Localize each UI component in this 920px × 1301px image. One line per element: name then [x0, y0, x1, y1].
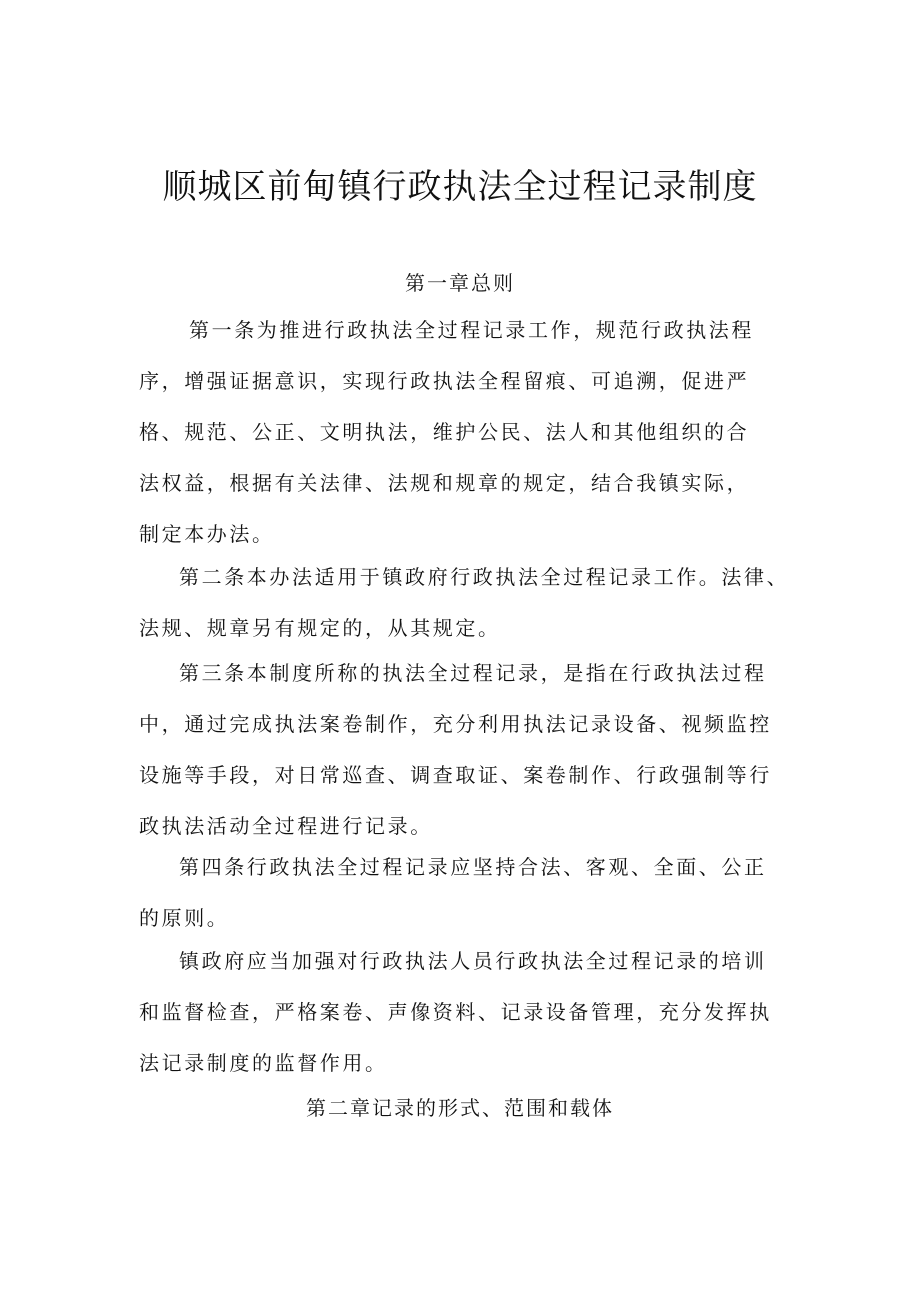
text-line: 镇政府应当加强对行政执法人员行政执法全过程记录的培训: [179, 949, 767, 973]
article-4-continued-paragraph: [139, 936, 799, 1089]
text-line: 制定本办法。: [139, 522, 275, 546]
text-line: 序，增强证据意识，实现行政执法全程留痕、可追溯，促进严: [139, 369, 750, 393]
article-4-paragraph: [139, 842, 799, 944]
text-line: 格、规范、公正、文明执法，维护公民、法人和其他组织的合: [139, 420, 750, 444]
text-line: 第三条本制度所称的执法全过程记录，是指在行政执法过程: [179, 661, 767, 685]
text-line: 设施等手段，对日常巡查、调查取证、案卷制作、行政强制等行: [139, 763, 772, 787]
article-1-paragraph: [139, 305, 799, 560]
document-title: 顺城区前甸镇行政执法全过程记录制度: [162, 167, 758, 207]
text-line: 中，通过完成执法案卷制作，充分利用执法记录设备、视频监控: [139, 712, 772, 736]
text-line: 和监督检查，严格案卷、声像资料、记录设备管理，充分发挥执: [139, 1000, 772, 1024]
text-line: 第四条行政执法全过程记录应坚持合法、客观、全面、公正: [179, 855, 767, 879]
text-line: 法记录制度的监督作用。: [139, 1051, 388, 1075]
chapter-heading-2: 第二章记录的形式、范围和载体: [306, 1096, 614, 1120]
article-3-paragraph: [139, 648, 799, 852]
text-line: 第二条本办法适用于镇政府行政执法全过程记录工作。法律、: [179, 565, 790, 589]
text-line: 法规、规章另有规定的，从其规定。: [139, 616, 501, 640]
article-2-paragraph: [139, 552, 799, 654]
text-line: 政执法活动全过程进行记录。: [139, 814, 433, 838]
chapter-heading-1: 第一章总则: [405, 271, 515, 295]
text-line: 第一条为推进行政执法全过程记录工作，规范行政执法程: [189, 318, 754, 342]
text-line: 法权益，根据有关法律、法规和规章的规定，结合我镇实际，: [139, 471, 750, 495]
text-line: 的原则。: [139, 906, 230, 930]
